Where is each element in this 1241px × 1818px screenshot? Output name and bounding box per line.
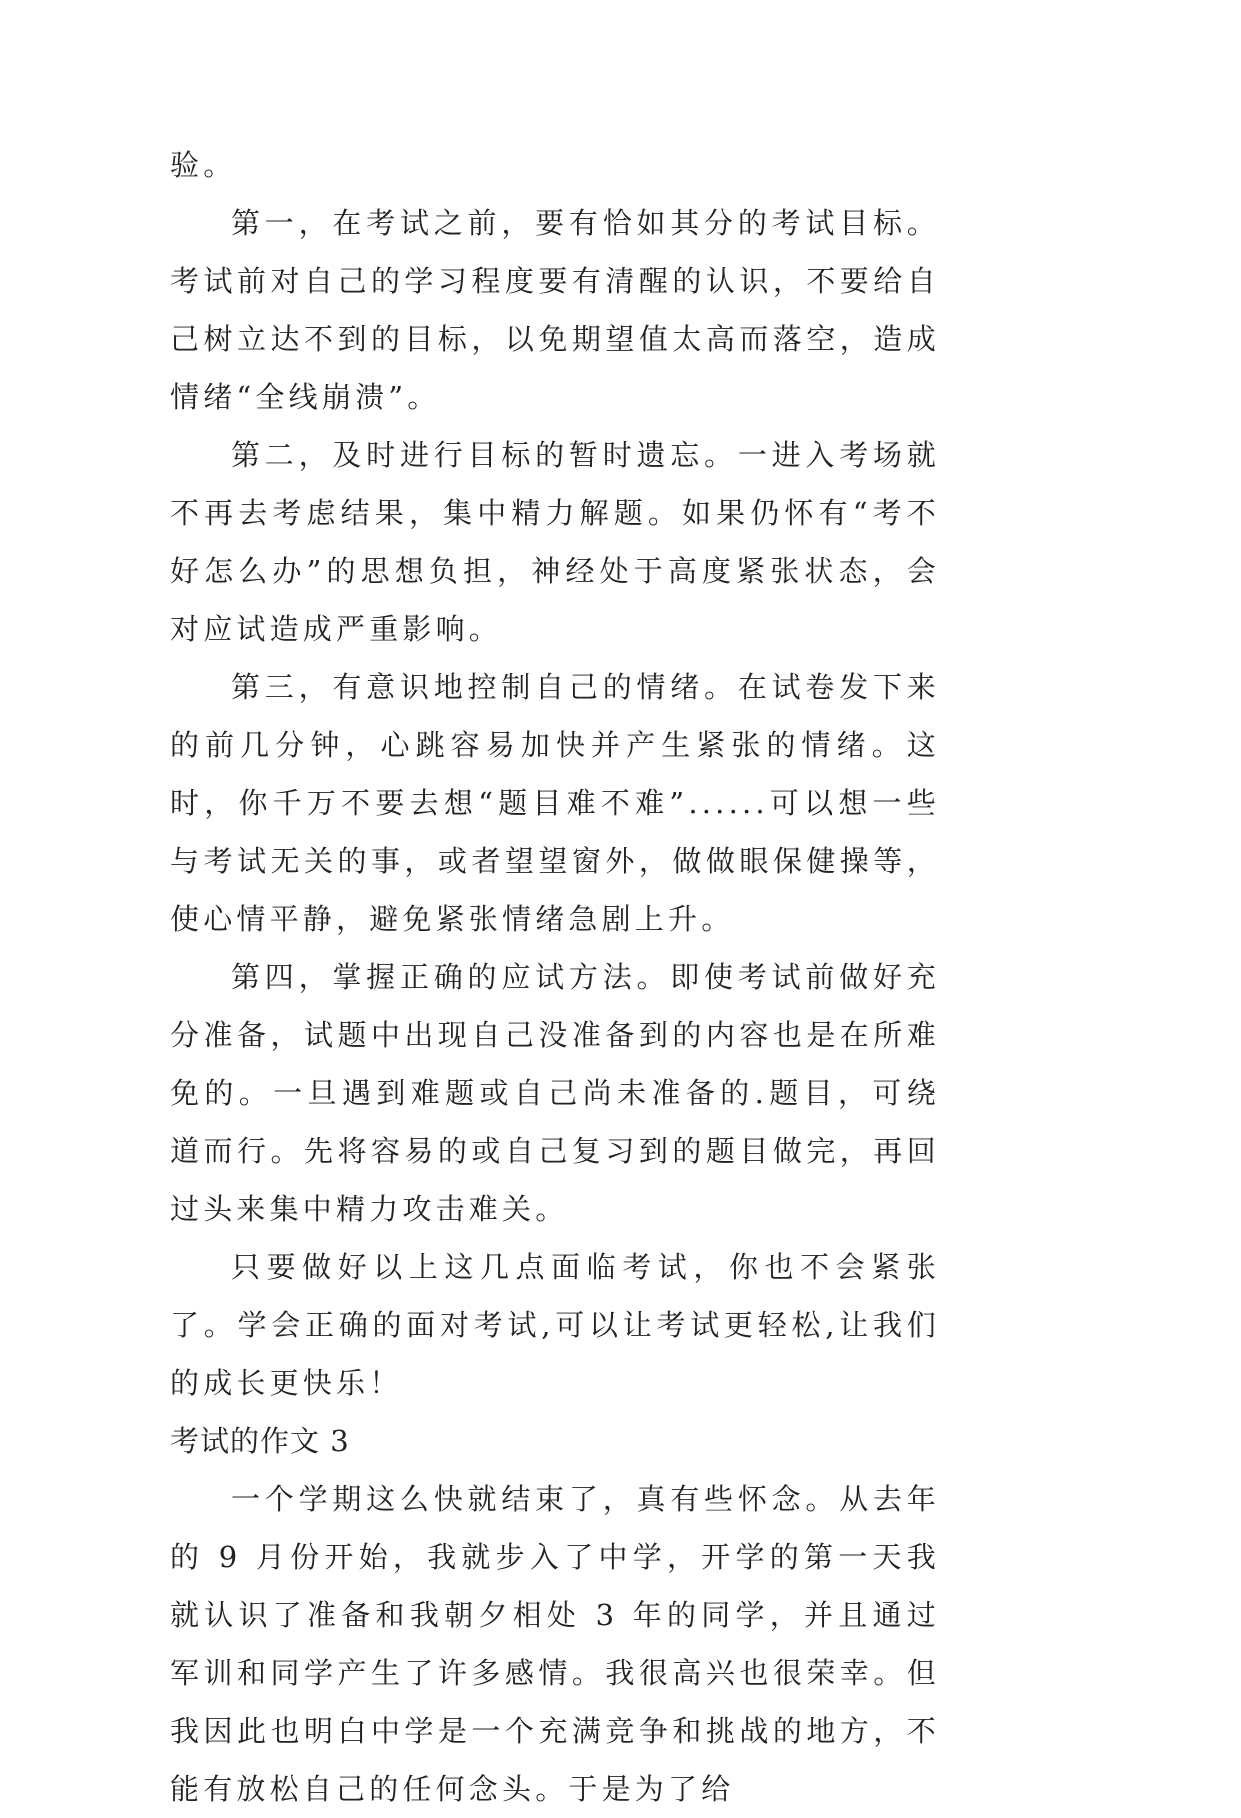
paragraph: 第三，有意识地控制自己的情绪。在试卷发下来的前几分钟，心跳容易加快并产生紧张的情绪。这时，你千万不要去想“题目难不难”......可以想一些与考试无关的事，或者望望窗外，做做眼保健操等，使心情平静，避免紧张情绪急剧上升。 (170, 670, 940, 936)
paragraph: 第四，掌握正确的应试方法。即使考试前做好充分准备，试题中出现自己没准备到的内容也是在所难免的。一旦遇到难题或自己尚未准备的.题目，可绕道而行。先将容易的或自己复习到的题目做完，再回过头来集中精力攻击难关。 (170, 960, 940, 1226)
document-body (170, 136, 940, 1818)
paragraph: 只要做好以上这几点面临考试，你也不会紧张了。学会正确的面对考试,可以让考试更轻松,让我们的成长更快乐！ (170, 1250, 940, 1400)
section-heading: 考试的作文 3 (170, 1424, 350, 1458)
paragraph: 第一，在考试之前，要有恰如其分的考试目标。考试前对自己的学习程度要有清醒的认识，不要给自己树立达不到的目标，以免期望值太高而落空，造成情绪“全线崩溃”。 (170, 206, 940, 414)
paragraph: 验。 (170, 148, 237, 182)
paragraph: 一个学期这么快就结束了，真有些怀念。从去年的 9 月份开始，我就步入了中学，开学的第一天我就认识了准备和我朝夕相处 3 年的同学，并且通过军训和同学产生了许多感情。我很高兴也很荣幸。但我因此也明白中学是一个充满竞争和挑战的地方，不能有放松自己的任何念头。于是为了给 (170, 1482, 940, 1806)
paragraph: 第二，及时进行目标的暂时遗忘。一进入考场就不再去考虑结果，集中精力解题。如果仍怀有“考不好怎么办”的思想负担，神经处于高度紧张状态，会对应试造成严重影响。 (170, 438, 940, 646)
